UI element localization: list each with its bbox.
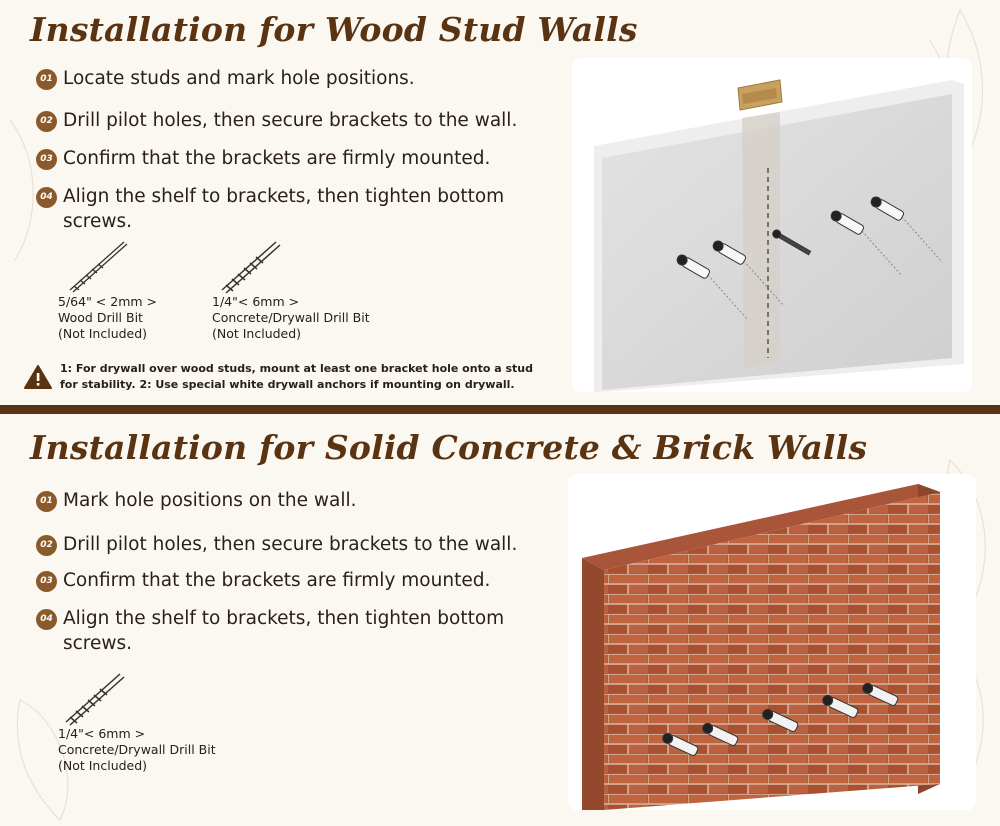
warning-text-line: 1: For drywall over wood studs, mount at least one bracket hole onto a stud [60, 362, 533, 375]
step-3 [36, 568, 566, 593]
step-text: Align the shelf to brackets, then tighten bottom screws. [63, 608, 505, 654]
step-text: Locate studs and mark hole positions. [63, 68, 415, 89]
warning-note [24, 360, 569, 398]
section-title: Installation for Solid Concrete & Brick Walls [30, 428, 868, 467]
drywall-illustration [572, 58, 972, 392]
step-1 [36, 66, 566, 91]
drill-bit-wood [58, 238, 157, 342]
warning-text-line: for stability. 2: Use special white drywall anchors if mounting on drywall. [60, 378, 515, 391]
step-number-badge: 01 [36, 491, 57, 512]
step-3 [36, 146, 566, 171]
bit-note: (Not Included) [58, 326, 148, 341]
step-4 [36, 184, 566, 234]
step-text: Drill pilot holes, then secure brackets to the wall. [63, 534, 518, 555]
step-text: Align the shelf to brackets, then tighten bottom screws. [63, 186, 505, 232]
bit-name: Wood Drill Bit [58, 310, 143, 325]
step-number-badge: 02 [36, 535, 57, 556]
drill-bit-icon [64, 238, 134, 294]
drill-bit-icon [60, 670, 130, 726]
step-number-badge: 04 [36, 187, 57, 208]
bit-size: 5/64" < 2mm > [58, 294, 157, 309]
drill-bit-icon [216, 238, 286, 294]
step-number-badge: 02 [36, 111, 57, 132]
brick-wall-illustration [568, 474, 976, 810]
step-number-badge: 03 [36, 149, 57, 170]
drywall-wall-image [572, 58, 972, 392]
bit-size: 1/4"< 6mm > [212, 294, 300, 309]
step-text: Mark hole positions on the wall. [63, 490, 357, 511]
section-title: Installation for Wood Stud Walls [30, 10, 638, 49]
step-text: Drill pilot holes, then secure brackets to the wall. [63, 110, 518, 131]
drill-bit-concrete [58, 670, 216, 774]
step-4 [36, 606, 566, 656]
step-text: Confirm that the brackets are firmly mounted. [63, 148, 491, 169]
bit-name: Concrete/Drywall Drill Bit [212, 310, 370, 325]
wood-stud-section [0, 0, 1000, 408]
bit-note: (Not Included) [58, 758, 148, 773]
step-1 [36, 488, 566, 513]
warning-icon [24, 364, 52, 390]
step-number-badge: 04 [36, 609, 57, 630]
bit-size: 1/4"< 6mm > [58, 726, 146, 741]
step-number-badge: 01 [36, 69, 57, 90]
step-2 [36, 532, 566, 557]
section-divider [0, 405, 1000, 414]
concrete-brick-section [0, 416, 1000, 826]
bit-note: (Not Included) [212, 326, 302, 341]
step-text: Confirm that the brackets are firmly mounted. [63, 570, 491, 591]
drill-bit-concrete [212, 238, 370, 342]
step-2 [36, 108, 566, 133]
step-number-badge: 03 [36, 571, 57, 592]
brick-wall-image [568, 474, 976, 810]
bit-name: Concrete/Drywall Drill Bit [58, 742, 216, 757]
